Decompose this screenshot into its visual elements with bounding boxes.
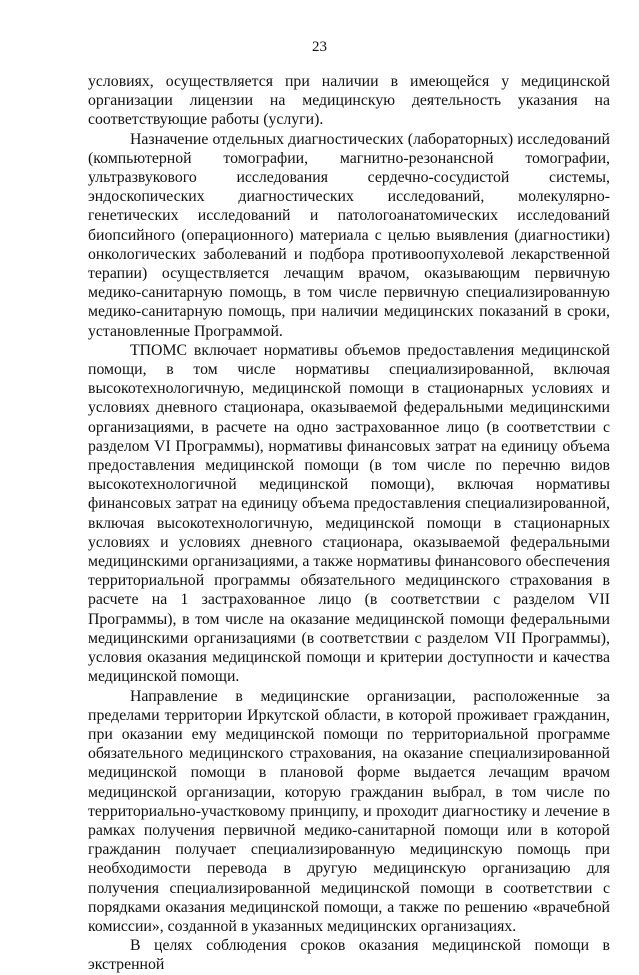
body-text bbox=[88, 72, 610, 975]
paragraph-emergency: В целях соблюдения сроков оказания медицинской помощи в экстренной bbox=[88, 937, 610, 974]
paragraph-referral: Направление в медицинские организации, расположенные за пределами территории Иркутской области, в которой проживает гражданин, при оказании ему медицинской помощи по территориальной программе обязательного медицинского страхования, на оказание специализированной медицинской помощи в плановой форме выдается лечащим врачом медицинской организации, которую гражданин выбрал, в том числе по территориально-участковому принципу, и проходит диагностику и лечение в рамках получения первичной медико-санитарной помощи или в которой гражданин получает специализированную медицинскую помощь при необходимости перевода в другую медицинскую организацию для получения специализированной медицинской помощи в соответствии с порядками оказания медицинской помощи, а также по решению «врачебной комиссии», созданной в указанных медицинских организациях. bbox=[88, 687, 610, 935]
paragraph-continuation: условиях, осуществляется при наличии в имеющейся у медицинской организации лицензии на медицинскую деятельность указания на соответствующие работы (услуги). bbox=[88, 73, 610, 129]
page-number: 23 bbox=[312, 39, 327, 55]
paragraph-tpoms: ТПОМС включает нормативы объемов предоставления медицинской помощи, в том числе нормативы специализированной, включая высокотехнологичную, медицинской помощи в стационарных условиях и условиях дневного стационара, оказываемой федеральными медицинскими организациями, в расчете на одно застрахованное лицо (в соответствии с разделом VI Программы), нормативы финансовых затрат на единицу объема предоставления медицинской помощи (в том числе по перечню видов высокотехнологичной медицинской помощи), включая нормативы финансовых затрат на единицу объема предоставления специализированной, включая высокотехнологичную, медицинской помощи в стационарных условиях и условиях дневного стационара, оказываемой федеральными медицинскими организациями, а также нормативы финансового обеспечения территориальной программы обязательного медицинского страхования в расчете на 1 застрахованное лицо (в соответствии с разделом VII Программы), в том числе на оказание медицинской помощи федеральными медицинскими организациями (в соответствии с разделом VII Программы), условия оказания медицинской помощи и критерии доступности и качества медицинской помощи. bbox=[88, 341, 610, 686]
paragraph-diagnostics: Назначение отдельных диагностических (лабораторных) исследований (компьютерной томографии, магнитно-резонансной томографии, ультразвукового исследования сердечно-сосудистой системы, эндоскопических диагностических исследований, молекулярно-генетических исследований и патологоанатомических исследований биопсийного (операционного) материала с целью выявления (диагностики) онкологических заболеваний и подбора противоопухолевой лекарственной терапии) осуществляется лечащим врачом, оказывающим первичную медико-санитарную помощь, в том числе первичную специализированную медико-санитарную помощь, при наличии медицинских показаний в сроки, установленные Программой. bbox=[88, 130, 610, 340]
